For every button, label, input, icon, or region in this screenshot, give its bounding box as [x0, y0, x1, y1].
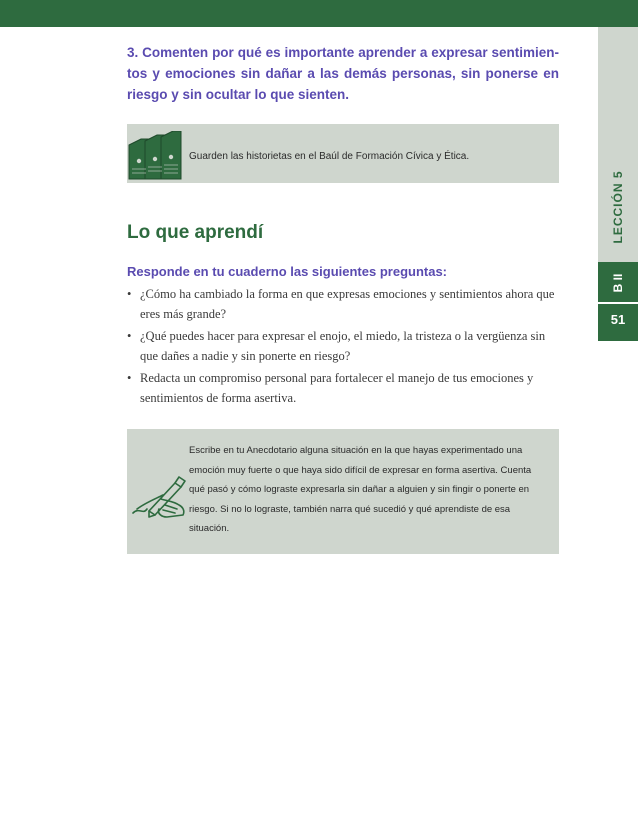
- instructions: Responde en tu cuaderno las siguientes preguntas:: [127, 264, 448, 279]
- bullet: •: [127, 329, 132, 343]
- anecdote-box: [127, 429, 559, 554]
- side-tab-block-panel: [598, 262, 638, 341]
- bullet: •: [127, 371, 132, 385]
- list-item-text: ¿Cómo ha cambiado la forma en que expresas emociones y sentimientos ahora que eres más grande?: [140, 287, 555, 321]
- list-item: [127, 284, 559, 324]
- question-list: [127, 284, 559, 410]
- section-title: Lo que aprendí: [127, 222, 264, 243]
- question-three: 3. Comenten por qué es importante aprender a expresar sentimientos y emociones sin dañar a las demás personas, sin ponerse en riesgo y sin ocultar lo que sienten.: [127, 45, 559, 102]
- block-label: B II: [611, 273, 625, 293]
- list-item-text: ¿Qué puedes hacer para expresar el enojo, el miedo, la tristeza o la vergüenza sin que dañes a nadie y sin ponerte en riesgo?: [140, 329, 546, 363]
- note-text: Guarden las historietas en el Baúl de Formación Cívica y Ética.: [189, 151, 470, 162]
- bullet: •: [127, 287, 132, 301]
- side-tab-divider: [598, 302, 638, 304]
- list-item-text: Redacta un compromiso personal para fortalecer el manejo de tus emociones y sentimientos de forma asertiva.: [140, 371, 534, 405]
- lesson-label-text: LECCIÓN 5: [611, 170, 625, 244]
- note-box: [127, 124, 559, 183]
- anecdote-text: Escribe en tu Anecdotario alguna situación en la que hayas experimentado una emoción muy fuerte o que haya sido difícil de expresar en forma asertiva. Cuenta qué pasó y cómo lograste expresarla sin dañar a alguien y sin fingir o ponerte en riesgo. Si no lo lograste, también narra qué sucedió y qué aprendiste de esa situación.: [189, 445, 532, 534]
- list-item: [127, 368, 559, 408]
- top-header-bar: [0, 0, 638, 27]
- list-item: [127, 326, 559, 366]
- binders-icon: [127, 131, 189, 181]
- page-number: 51: [610, 312, 626, 327]
- side-tab: [598, 27, 638, 341]
- writing-hand-icon: [131, 469, 189, 519]
